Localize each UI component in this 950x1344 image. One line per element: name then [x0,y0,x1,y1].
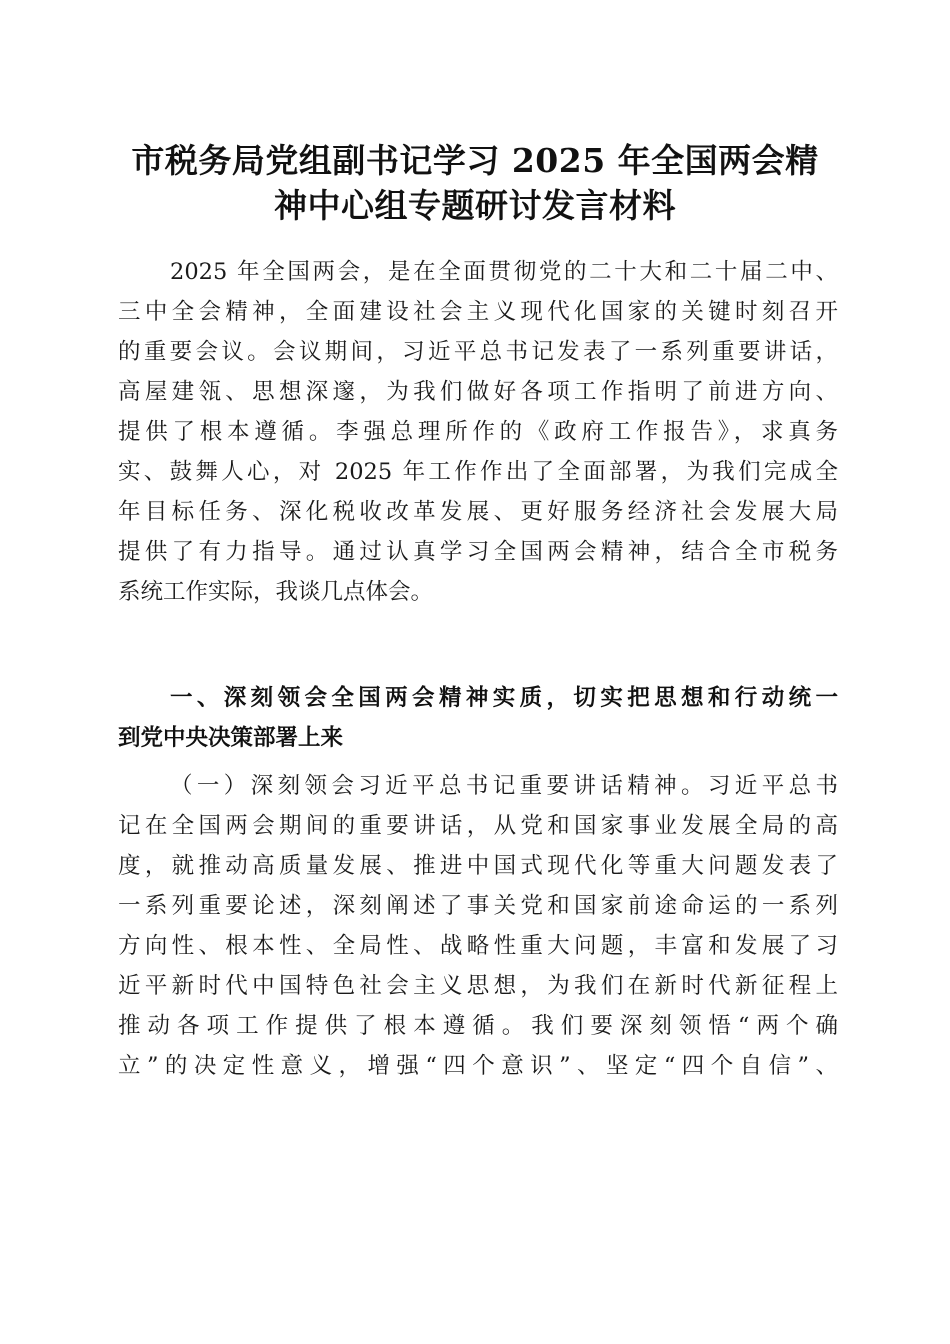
intro-line: 三中全会精神，全面建设社会主义现代化国家的关键时刻召开 [118,299,838,325]
section-line: 度，就推动高质量发展、推进中国式现代化等重大问题发表了 [118,853,838,879]
section-line: 近平新时代中国特色社会主义思想，为我们在新时代新征程上 [118,973,838,999]
section-heading-1 [118,678,838,758]
section-line: 立”的决定性意义，增强“四个意识”、坚定“四个自信”、 [118,1053,838,1079]
title-line-2: 神中心组专题研讨发言材料 [274,186,676,225]
intro-line: 提供了有力指导。通过认真学习全国两会精神，结合全市税务 [118,539,838,565]
section-1-paragraph [118,766,838,1086]
document-title [100,138,850,228]
intro-line: 高屋建瓴、思想深邃，为我们做好各项工作指明了前进方向、 [118,379,838,405]
intro-line: 系统工作实际，我谈几点体会。 [118,579,434,605]
heading-line: 一、深刻领会全国两会精神实质，切实把思想和行动统一 [170,685,838,711]
section-line: 方向性、根本性、全局性、战略性重大问题，丰富和发展了习 [118,933,838,959]
title-line-1: 市税务局党组副书记学习 2025 年全国两会精 [131,141,819,180]
section-line: （一）深刻领会习近平总书记重要讲话精神。习近平总书 [170,773,838,799]
intro-line: 实、鼓舞人心，对 2025 年工作作出了全面部署，为我们完成全 [118,459,838,485]
section-line: 记在全国两会期间的重要讲话，从党和国家事业发展全局的高 [118,813,838,839]
intro-line: 提供了根本遵循。李强总理所作的《政府工作报告》，求真务 [118,419,838,445]
intro-line: 年目标任务、深化税收改革发展、更好服务经济社会发展大局 [118,499,838,525]
section-line: 推动各项工作提供了根本遵循。我们要深刻领悟“两个确 [118,1013,838,1039]
intro-line: 的重要会议。会议期间，习近平总书记发表了一系列重要讲话， [118,339,838,365]
heading-line: 到党中央决策部署上来 [118,725,344,751]
section-line: 一系列重要论述，深刻阐述了事关党和国家前途命运的一系列 [118,893,838,919]
intro-paragraph [118,252,838,612]
intro-line: 2025 年全国两会，是在全面贯彻党的二十大和二十届二中、 [170,259,838,285]
